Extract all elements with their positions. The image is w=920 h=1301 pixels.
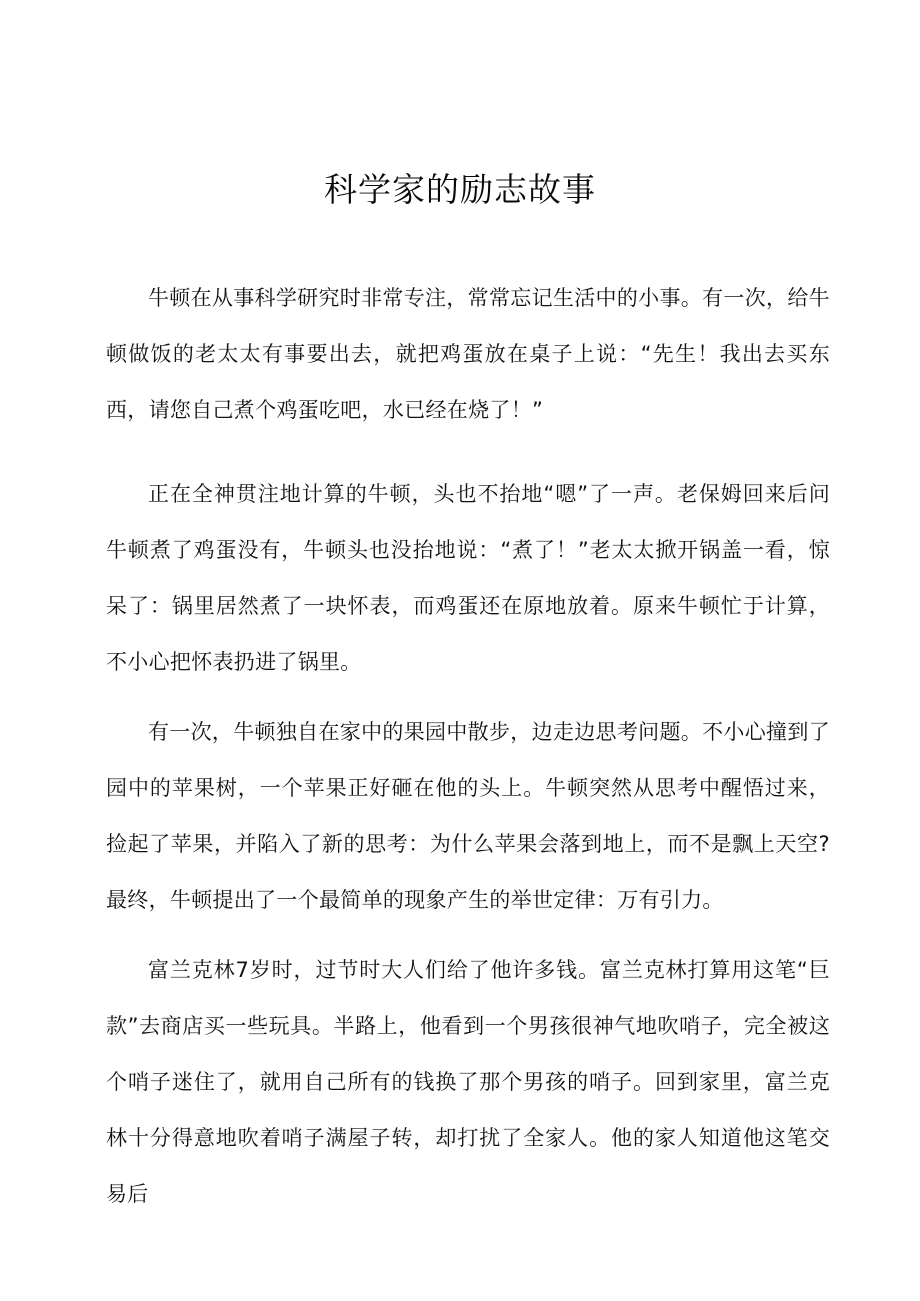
paragraph-3: 有一次，牛顿独自在家中的果园中散步，边走边思考问题。不小心撞到了园中的苹果树，一个苹果正好砸在他的头上。牛顿突然从思考中醒悟过来，捡起了苹果，并陷入了新的思考：为什么苹果会落到地上，而不是飘上天空?最终，牛顿提出了一个最简单的现象产生的举世定律：万有引力。 — [106, 720, 830, 912]
paragraph-4: 富兰克林7岁时，过节时大人们给了他许多钱。富兰克林打算用这笔“巨款”去商店买一些玩具。半路上，他看到一个男孩很神气地吹哨子，完全被这个哨子迷住了，就用自己所有的钱换了那个男孩的哨子。回到家里，富兰克林十分得意地吹着哨子满屋子转，却打扰了全家人。他的家人知道他这笔交易后 — [106, 958, 830, 1206]
paragraph-2: 正在全神贯注地计算的牛顿，头也不抬地“嗯”了一声。老保姆回来后问牛顿煮了鸡蛋没有，牛顿头也没抬地说：“煮了！”老太太掀开锅盖一看，惊呆了：锅里居然煮了一块怀表，而鸡蛋还在原地放着。原来牛顿忙于计算，不小心把怀表扔进了锅里。 — [106, 482, 830, 674]
paragraph-1: 牛顿在从事科学研究时非常专注，常常忘记生活中的小事。有一次，给牛顿做饭的老太太有事要出去，就把鸡蛋放在桌子上说：“先生！我出去买东西，请您自己煮个鸡蛋吃吧，水已经在烧了！” — [106, 286, 830, 422]
page-title: 科学家的励志故事 — [324, 170, 596, 209]
